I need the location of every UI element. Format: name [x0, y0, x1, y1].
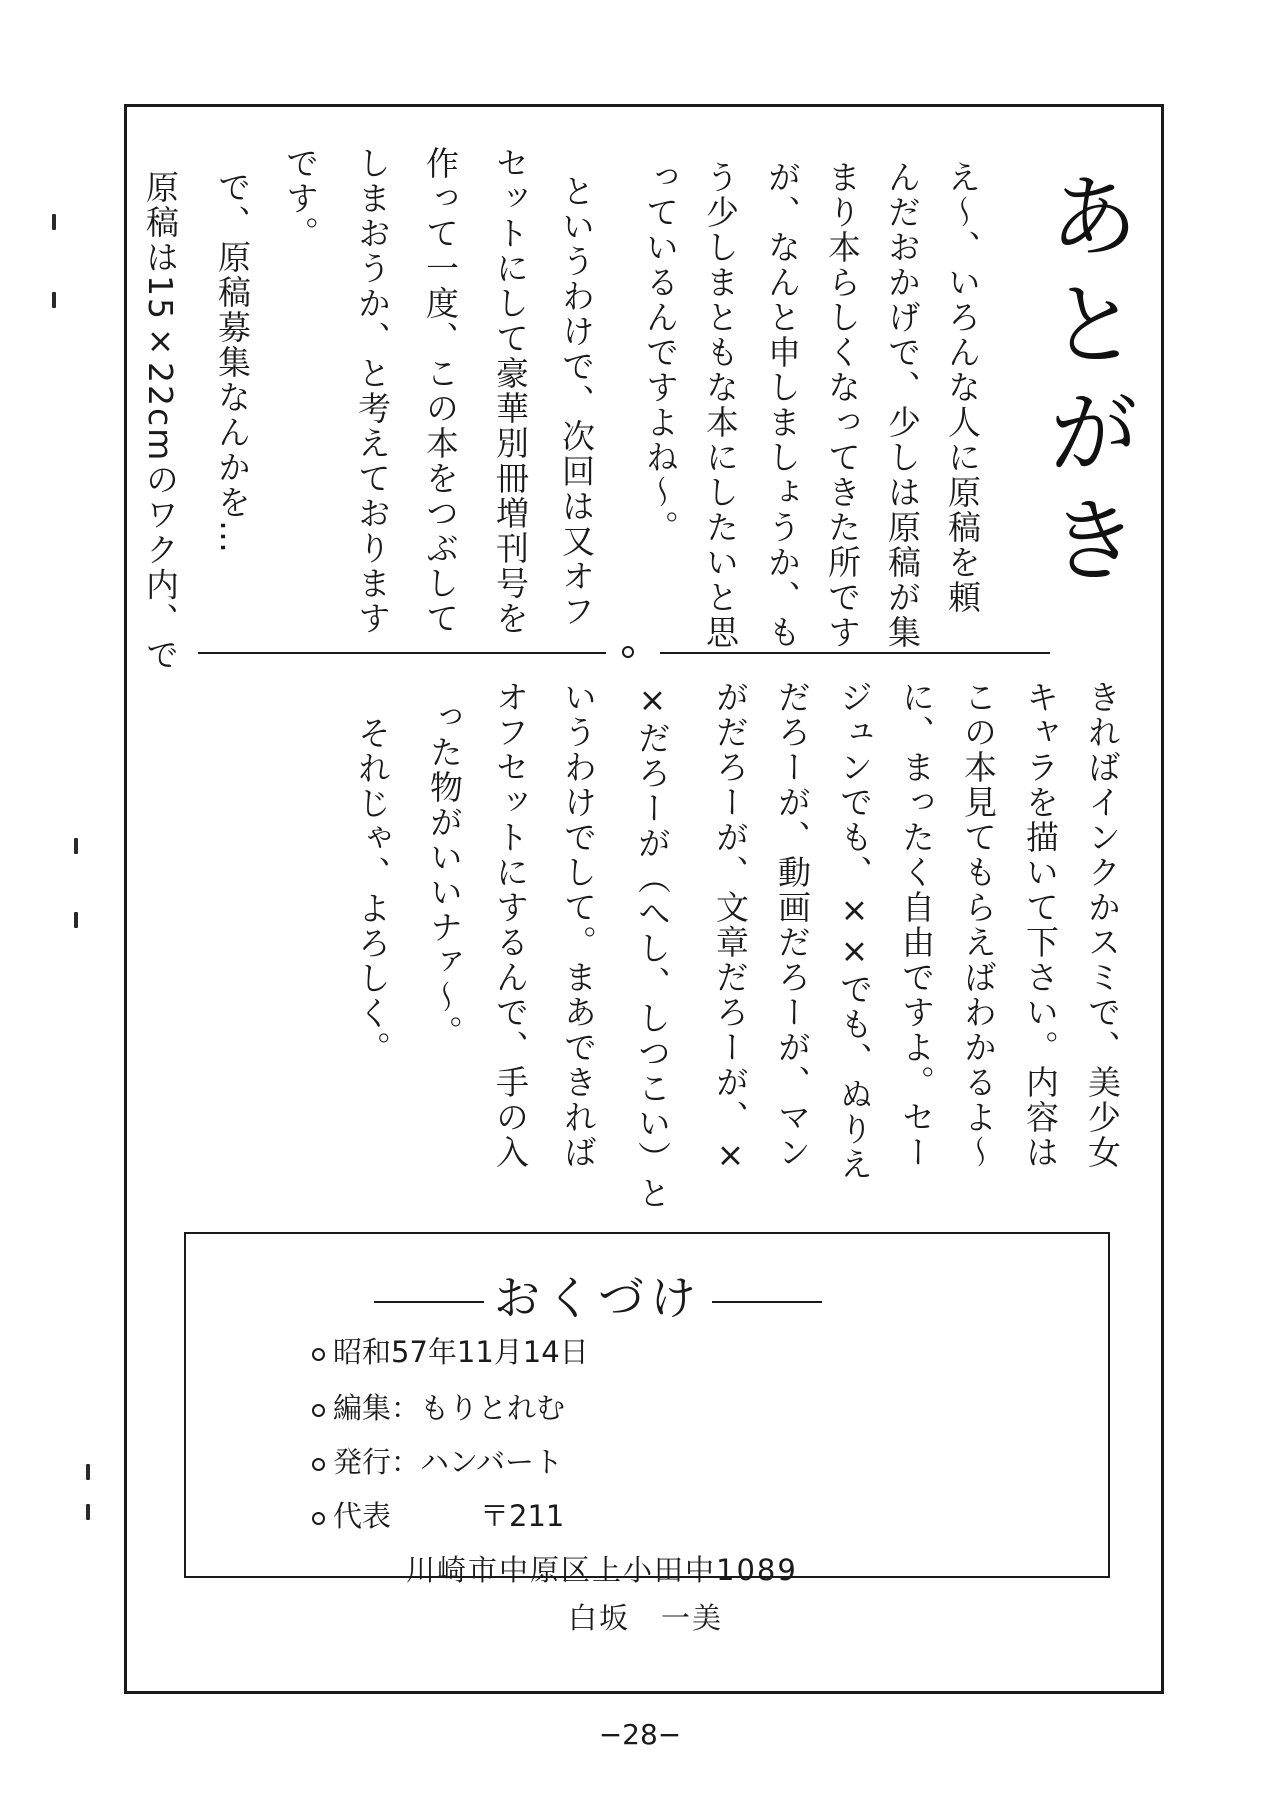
section-divider-right [660, 652, 1050, 654]
afterword-lower-column: オフセットにするんで、手の入 [491, 680, 530, 1170]
colophon-editor-text: 編集：もりとれむ [333, 1391, 566, 1425]
colophon-postal-code [480, 1499, 565, 1533]
afterword-lower-column: ×だろーが（へし、しつこい）と [633, 680, 672, 1211]
colophon-title [348, 1262, 848, 1328]
colophon-title-text: おくづけ [494, 1271, 702, 1325]
bullet-icon [312, 1512, 325, 1525]
afterword-column: んだおかげで、少しは原稿が集 [883, 160, 922, 650]
colophon-name [568, 1601, 724, 1635]
colophon-name-text: 白坂 一美 [568, 1601, 724, 1635]
title-dash-right [712, 1301, 822, 1303]
afterword-lower-column: った物がいいナァ〜。 [425, 700, 464, 1050]
binding-mark [52, 292, 56, 308]
colophon-date [312, 1335, 589, 1369]
colophon-postal-code-text: 〒211 [480, 1499, 565, 1533]
afterword-column: セットにして豪華別冊増刊号を [491, 146, 530, 636]
binding-mark [74, 912, 78, 928]
afterword-column: まり本らしくなってきた所です [823, 160, 862, 650]
colophon-address-text: 川崎市中原区上小田中1089 [406, 1553, 798, 1587]
colophon-address [406, 1553, 798, 1587]
afterword-column: しまおうか、と考えております [353, 146, 392, 636]
colophon-date-text: 昭和57年11月14日 [333, 1335, 589, 1369]
afterword-lower-column: きればインクかスミで、美少女 [1083, 680, 1122, 1170]
section-divider-left [198, 652, 606, 654]
binding-mark [86, 1504, 90, 1520]
afterword-lower-column: それじゃ、よろしく。 [353, 716, 392, 1066]
colophon-publisher-text: 発行：ハンバート [333, 1445, 563, 1479]
afterword-lower-column: だろーが、動画だろーが、マン [773, 680, 812, 1170]
colophon-representative-label: 代表 [333, 1499, 392, 1533]
bullet-icon [312, 1404, 325, 1417]
bullet-icon [312, 1348, 325, 1361]
binding-mark [52, 214, 56, 230]
afterword-lower-column: キャラを描いて下さい。内容は [1021, 680, 1060, 1170]
afterword-lower-column: ジュンでも、××でも、ぬりえ [835, 680, 874, 1182]
colophon-representative [312, 1499, 392, 1533]
page-number: −28− [598, 1718, 682, 1751]
afterword-column: 作って一度、この本をつぶして [421, 146, 460, 636]
afterword-column: 原稿は15×22cmのワク内、で [141, 170, 180, 673]
afterword-column: え〜、いろんな人に原稿を頼 [943, 160, 982, 615]
colophon-publisher [312, 1445, 563, 1479]
afterword-title: あとがき [1033, 168, 1140, 600]
title-dash-left [374, 1301, 484, 1303]
afterword-column: というわけで、次回は又オフ [557, 174, 596, 629]
afterword-column: う少しまともな本にしたいと思 [701, 160, 740, 650]
afterword-column: が、なんと申しましょうか、も [763, 160, 802, 650]
binding-mark [86, 1464, 90, 1480]
afterword-lower-column: がだろーが、文章だろーが、× [711, 680, 750, 1176]
afterword-lower-column: この本見てもらえばわかるよ〜 [959, 680, 998, 1170]
colophon-editor [312, 1391, 566, 1425]
binding-mark [74, 838, 78, 854]
afterword-column: っているんですよね〜。 [641, 160, 680, 545]
afterword-lower-column: に、まったく自由ですよ。セー [897, 680, 936, 1170]
afterword-column: で、原稿募集なんかを… [213, 170, 252, 555]
bullet-icon [312, 1458, 325, 1471]
afterword-lower-column: いうわけでして。まあできれば [559, 680, 598, 1170]
afterword-column: です。 [281, 146, 320, 251]
divider-dot [622, 646, 634, 658]
